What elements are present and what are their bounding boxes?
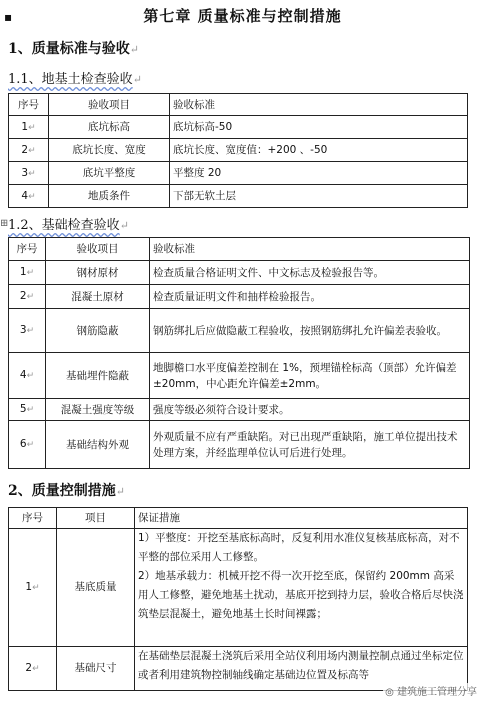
table-row [9,116,468,139]
header-no: 序号 [9,94,49,116]
row-measures [135,529,468,647]
paragraph-mark-icon: ↵ [115,485,125,498]
row-no: 1↵ [9,261,46,285]
row-no: 1↵ [9,529,57,647]
header-standard: 验收标准 [170,94,468,116]
row-item: 底坑平整度 [49,162,170,185]
row-no: 2↵ [9,285,46,309]
row-item: 钢筋隐蔽 [46,309,150,353]
watermark: ◎ 建筑施工管理分享 [383,683,479,698]
foundation-inspection-table [8,237,470,469]
header-no: 序号 [9,508,57,529]
row-no: 6↵ [9,421,46,469]
section-heading-2: 2、质量控制措施↵ [8,483,125,499]
measure-line: 1）平整度：开挖至基底标高时，反复利用水准仪复核基底标高，对不平整的部位采用人工修整。 [138,532,460,563]
row-standard: 外观质量不应有严重缺陷。对已出现严重缺陷，施工单位提出技术处理方案，并经监理单位认可后进行处理。 [150,421,470,469]
row-item: 底坑标高 [49,116,170,139]
row-standard: 强度等级必须符合设计要求。 [150,399,470,421]
row-no: 3↵ [9,309,46,353]
section-heading-1-2: 1.2、基础检查验收↵ [8,218,129,233]
measure-line: 2）地基承载力：机械开挖不得一次开挖至底，保留约 200mm 高采用人工修整，避免地基土扰动，基底开挖到持力层，验收合格后尽快浇筑垫层混凝土，避免地基土长时间裸露； [138,570,464,620]
row-no: 4↵ [9,353,46,399]
measure-line: 在基础垫层混凝土浇筑后采用全站仪利用场内测量控制点通过坐标定位或者利用建筑物控制轴线确定基础边位置及标高等 [138,650,464,681]
paragraph-mark-icon: ↵ [119,219,129,232]
section-heading-1: 1、质量标准与验收↵ [8,41,139,57]
row-no: 2↵ [9,647,57,691]
table-row [9,261,470,285]
header-item: 验收项目 [46,238,150,261]
chapter-title: 第七章 质量标准与控制措施 [143,7,342,25]
table-row [9,353,470,399]
header-standard: 验收标准 [150,238,470,261]
row-standard: 地脚檐口水平度偏差控制在 1%，预埋锚栓标高（顶部）允许偏差±20mm，中心距允许偏差±2mm。 [150,353,470,399]
row-item: 钢材原材 [46,261,150,285]
table-row [9,399,470,421]
row-standard: 检查质量证明文件和抽样检验报告。 [150,285,470,309]
row-item: 混凝土强度等级 [46,399,150,421]
row-standard: 检查质量合格证明文件、中文标志及检验报告等。 [150,261,470,285]
row-standard: 下部无软土层 [170,185,468,208]
row-standard: 平整度 20 [170,162,468,185]
list-bullet-icon: ▪ [4,10,13,24]
soil-inspection-table [8,93,468,208]
table-row [9,421,470,469]
row-no: 1↵ [9,116,49,139]
table-header-row [9,508,468,529]
row-item: 地质条件 [49,185,170,208]
header-item: 项目 [57,508,135,529]
row-item: 基础尺寸 [57,647,135,691]
row-item: 基础结构外观 [46,421,150,469]
row-no: 5↵ [9,399,46,421]
paragraph-mark-icon: ↵ [132,73,142,86]
table-row [9,139,468,162]
wechat-icon: ◎ [385,687,394,698]
row-no: 4↵ [9,185,49,208]
row-no: 3↵ [9,162,49,185]
table-row [9,529,468,647]
paragraph-mark-icon: ↵ [129,43,139,56]
quality-control-table [8,507,468,691]
row-item: 基础埋件隐蔽 [46,353,150,399]
header-item: 验收项目 [49,94,170,116]
table-row [9,285,470,309]
row-standard: 底坑长度、宽度值：+200 、-50 [170,139,468,162]
row-standard: 底坑标高-50 [170,116,468,139]
table-header-row [9,94,468,116]
row-item: 混凝土原材 [46,285,150,309]
section-heading-1-1: 1.1、地基土检查验收↵ [8,72,142,87]
table-anchor-icon[interactable]: ⊞ [0,218,9,229]
table-row [9,185,468,208]
row-item: 基底质量 [57,529,135,647]
row-standard: 钢筋绑扎后应做隐蔽工程验收，按照钢筋绑扎允许偏差表验收。 [150,309,470,353]
row-no: 2↵ [9,139,49,162]
row-item: 底坑长度、宽度 [49,139,170,162]
header-no: 序号 [9,238,46,261]
table-row [9,309,470,353]
table-header-row [9,238,470,261]
header-measures: 保证措施 [135,508,468,529]
table-row [9,162,468,185]
